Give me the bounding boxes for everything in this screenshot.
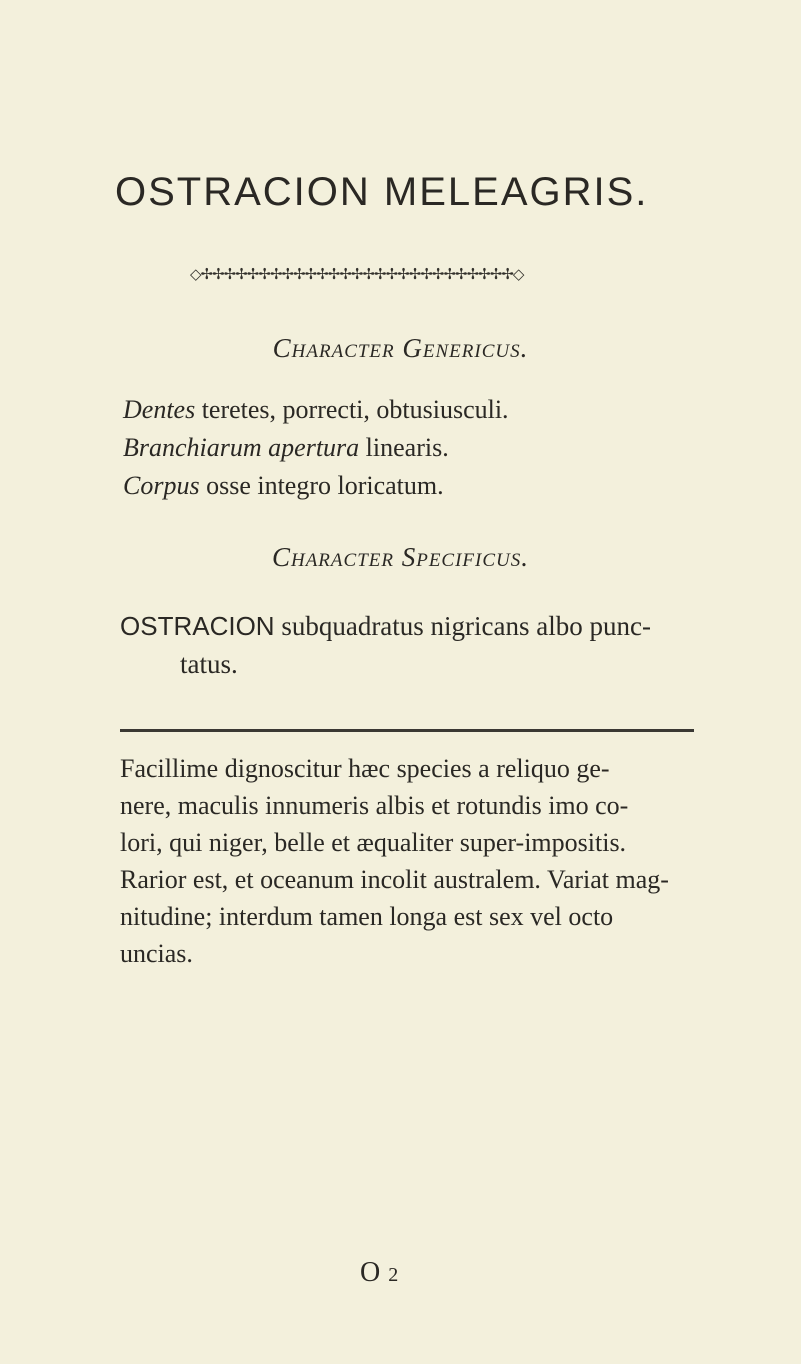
description-paragraph [120,750,740,972]
generic-character-line [123,433,449,463]
generic-line-label: Corpus [123,471,200,500]
generic-line-text: linearis. [359,433,449,462]
specific-continuation: tatus. [180,649,238,679]
page-signature [360,1257,406,1289]
heading-character-specificus: Character Specificus. [271,542,530,572]
generic-line-text: osse integro loricatum. [199,471,444,500]
specific-first-line [120,607,690,645]
page-title: OSTRACION MELEAGRIS. [115,170,649,214]
description-line: nitudine; interdum tamen longa est sex vel octo [120,902,614,931]
signature-letter: O [360,1257,389,1288]
description-line: Rarior est, et oceanum incolit australem. Variat mag- [120,865,669,894]
generic-character-line [123,395,509,425]
section-divider [120,729,694,732]
specific-name: OSTRACION [120,611,275,641]
description-line: uncias. [120,939,193,968]
heading-character-genericus: Character Genericus. [272,333,529,363]
specific-text: subquadratus nigricans albo punc- [274,611,651,641]
generic-line-label: Branchiarum apertura [123,433,360,462]
generic-line-label: Dentes [123,395,196,424]
generic-line-text: teretes, porrecti, obtusiusculi. [195,395,509,424]
description-line: nere, maculis innumeris albis et rotundis imo co- [120,791,629,820]
generic-character-line [123,471,444,501]
ornamental-rule: ◇✢✢✢✢✢✢✢✢✢✢✢✢✢✢✢✢✢✢✢✢✢✢✢✢✢✢✢◇ [190,267,524,283]
specific-character-paragraph [120,607,690,683]
description-line: lori, qui niger, belle et æqualiter super-impositis. [120,828,627,857]
description-line: Facillime dignoscitur hæc species a reliquo ge- [120,754,610,783]
signature-number: 2 [388,1264,407,1286]
